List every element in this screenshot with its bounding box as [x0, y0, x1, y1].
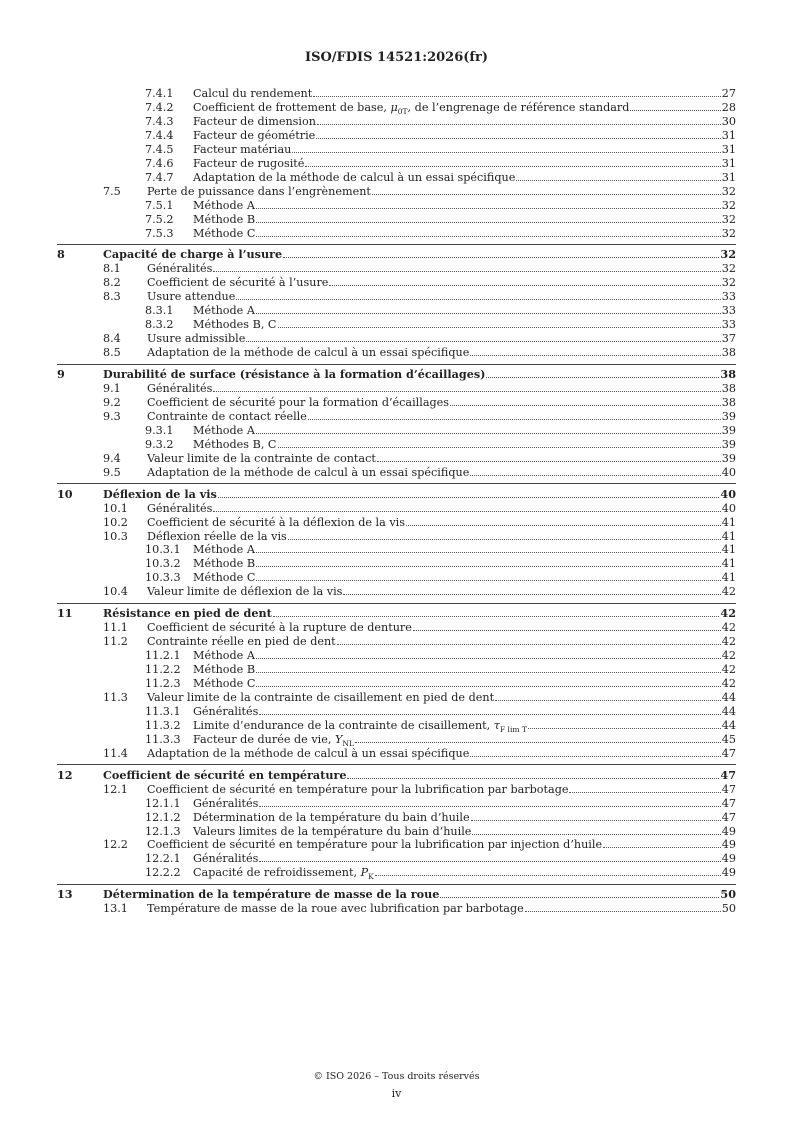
page-header: ISO/FDIS 14521:2026(fr)	[305, 50, 488, 65]
toc-entry-title: Coefficient de sécurité pour la formation d’écaillages	[147, 395, 450, 409]
toc-entry-page: 49	[721, 838, 736, 852]
toc-entry-page: 47	[721, 796, 736, 810]
toc-entry-number: 7.5	[103, 184, 121, 198]
toc-entry[interactable]	[0, 649, 793, 662]
toc-entry-number: 9.3.2	[145, 437, 174, 451]
toc-entry-page: 47	[720, 767, 736, 782]
dot-leader	[516, 180, 720, 181]
toc-entry[interactable]	[0, 747, 793, 760]
dot-leader	[256, 552, 721, 553]
toc-entry-number: 10	[57, 486, 73, 501]
toc-entry-page: 30	[721, 114, 736, 128]
dot-leader	[486, 377, 719, 378]
toc-entry-number: 12.2	[103, 838, 128, 852]
dot-leader	[256, 236, 720, 237]
toc-entry-title: Adaptation de la méthode de calcul à un essai spécifique	[147, 746, 470, 760]
toc-entry-title: Méthode A	[193, 543, 255, 557]
toc-entry-page: 45	[721, 732, 736, 746]
dot-leader	[347, 778, 719, 779]
toc-entry-page: 42	[721, 649, 736, 663]
dot-leader	[525, 911, 721, 912]
dot-leader	[569, 792, 720, 793]
toc-entry-title: Méthode A	[193, 304, 255, 318]
toc-entry-number: 10.4	[103, 585, 128, 599]
dot-leader	[213, 391, 720, 392]
toc-entry-page: 44	[721, 690, 736, 704]
toc-entry[interactable]	[0, 276, 793, 289]
toc-entry-page: 49	[721, 866, 736, 880]
toc-entry-number: 11.2.3	[145, 677, 181, 690]
toc-entry-page: 38	[721, 346, 736, 360]
toc-entry[interactable]	[0, 783, 793, 796]
toc-entry[interactable]	[0, 424, 793, 437]
toc-entry-page: 42	[721, 621, 736, 635]
toc-entry-number: 12.2.1	[145, 852, 181, 866]
toc-entry-number: 8	[57, 247, 65, 262]
toc-entry-title: Généralités	[193, 704, 259, 718]
toc-entry-page: 49	[721, 824, 736, 838]
toc-entry-page: 38	[720, 367, 736, 382]
toc-entry-page: 47	[721, 782, 736, 796]
toc-entry-number: 13.1	[103, 902, 128, 916]
toc-entry-number: 8.3.2	[145, 318, 174, 332]
toc-entry[interactable]	[0, 516, 793, 529]
toc-entry-number: 11.2.2	[145, 663, 181, 677]
toc-entry-title: Durabilité de surface (résistance à la formation d’écaillages)	[103, 367, 486, 382]
toc-entry-number: 7.4.6	[145, 156, 174, 170]
toc-entry-title: Déflexion de la vis	[103, 486, 217, 501]
toc-entry[interactable]	[0, 571, 793, 584]
dot-leader	[256, 222, 721, 223]
dot-leader	[278, 447, 721, 448]
toc-entry[interactable]	[0, 213, 793, 226]
toc-entry[interactable]	[0, 227, 793, 240]
toc-entry-title: Température de masse de la roue avec lubrification par barbotage	[147, 902, 524, 916]
toc-entry[interactable]	[0, 797, 793, 810]
dot-leader	[273, 616, 720, 617]
toc-entry-number: 10.2	[103, 515, 128, 529]
toc-entry-page: 33	[721, 290, 736, 304]
toc-entry-page: 31	[721, 170, 736, 184]
toc-entry-page: 32	[721, 198, 736, 212]
dot-leader	[246, 341, 720, 342]
toc-entry-title: Méthode C	[193, 677, 256, 690]
toc-entry-number: 11.3.3	[145, 732, 181, 746]
dot-leader	[413, 630, 721, 631]
toc-entry-title: Capacité de refroidissement, $P_K$	[193, 866, 374, 882]
dot-leader	[355, 742, 721, 743]
toc-entry-number: 8.1	[103, 262, 121, 276]
toc-entry-page: 44	[721, 704, 736, 718]
toc-entry[interactable]	[0, 396, 793, 409]
toc-entry-title: Méthode C	[193, 571, 256, 585]
toc-entry-page: 41	[721, 571, 736, 585]
toc-entry-title: Contrainte réelle en pied de dent	[147, 635, 336, 649]
toc-entry-title: Adaptation de la méthode de calcul à un essai spécifique	[147, 346, 470, 360]
footer-copyright: © ISO 2026 – Tous droits réservés	[313, 1071, 480, 1082]
toc-entry-title: Généralités	[193, 796, 259, 810]
toc-entry-title: Coefficient de sécurité en température pour la lubrification par barbotage	[147, 782, 569, 796]
toc-entry-page: 40	[721, 501, 736, 515]
toc-entry-title: Facteur de rugosité	[193, 156, 305, 170]
toc-entry-number: 8.2	[103, 276, 121, 290]
chapter-separator	[57, 483, 736, 484]
dot-leader	[440, 897, 719, 898]
toc-entry[interactable]	[0, 705, 793, 718]
toc-entry[interactable]	[0, 438, 793, 451]
toc-entry[interactable]	[0, 635, 793, 648]
toc-entry-number: 9.3	[103, 409, 121, 423]
toc-entry-title: Perte de puissance dans l’engrènement	[147, 184, 371, 198]
toc-entry-title: Coefficient de sécurité à l’usure	[147, 276, 329, 290]
toc-entry-title: Résistance en pied de dent	[103, 606, 272, 621]
toc-entry-number: 9	[57, 367, 65, 382]
toc-entry[interactable]	[0, 732, 793, 749]
toc-entry-title: Méthode B	[193, 663, 256, 677]
toc-entry-page: 28	[721, 100, 736, 114]
dot-leader	[372, 194, 721, 195]
toc-entry-title: Facteur de géométrie	[193, 128, 316, 142]
toc-entry-number: 7.4.7	[145, 170, 174, 184]
toc-entry-title: Usure attendue	[147, 290, 236, 304]
dot-leader	[603, 847, 721, 848]
chapter-separator	[57, 603, 736, 604]
toc-entry-page: 38	[721, 395, 736, 409]
dot-leader	[278, 327, 721, 328]
toc-entry[interactable]	[0, 185, 793, 198]
toc-chapter-entry[interactable]	[0, 368, 793, 381]
toc-chapter-entry[interactable]	[0, 607, 793, 620]
toc-entry[interactable]	[0, 530, 793, 543]
toc-entry[interactable]	[0, 543, 793, 556]
toc-entry[interactable]	[0, 557, 793, 570]
dot-leader	[213, 271, 720, 272]
toc-entry-number: 10.1	[103, 501, 128, 515]
toc-entry-page: 31	[721, 142, 736, 156]
toc-entry-number: 7.4.3	[145, 114, 174, 128]
toc-entry-page: 32	[720, 247, 736, 262]
toc-entry-title: Détermination de la température du bain d’huile	[193, 810, 470, 824]
dot-leader	[470, 355, 720, 356]
toc-entry-number: 10.3.3	[145, 571, 181, 585]
toc-entry-title: Méthode A	[193, 423, 255, 437]
toc-entry-page: 32	[721, 212, 736, 226]
toc-entry-title: Méthode B	[193, 557, 256, 571]
toc-entry-number: 9.5	[103, 465, 121, 479]
dot-leader	[308, 419, 721, 420]
toc-entry-number: 10.3	[103, 529, 128, 543]
toc-entry[interactable]	[0, 290, 793, 303]
dot-leader	[259, 861, 720, 862]
toc-entry[interactable]	[0, 410, 793, 423]
dot-leader	[292, 152, 720, 153]
dot-leader	[256, 672, 721, 673]
toc-entry[interactable]	[0, 262, 793, 275]
toc-entry[interactable]	[0, 825, 793, 838]
toc-entry-title: Généralités	[147, 262, 213, 276]
toc-entry[interactable]	[0, 318, 793, 331]
toc-entry-number: 7.4.4	[145, 128, 174, 142]
toc-entry-page: 32	[721, 276, 736, 290]
toc-entry-title: Coefficient de frottement de base, $\mu_{0T}$, de l’engrenage de référence standard	[193, 100, 630, 117]
toc-entry-number: 7.4.1	[145, 87, 174, 100]
toc-entry-page: 39	[721, 409, 736, 423]
toc-entry[interactable]	[0, 502, 793, 515]
toc-entry-title: Facteur de durée de vie, $Y_{NL}$	[193, 732, 354, 749]
dot-leader	[528, 728, 721, 729]
toc-entry-number: 12	[57, 767, 73, 782]
toc-entry[interactable]	[0, 466, 793, 479]
toc-entry-page: 42	[721, 585, 736, 599]
toc-entry-number: 11.3.2	[145, 718, 181, 732]
toc-entry-title: Généralités	[147, 501, 213, 515]
toc-entry-page: 42	[721, 677, 736, 690]
toc-entry-title: Coefficient de sécurité à la déflexion de la vis	[147, 515, 405, 529]
toc-entry-page: 42	[720, 606, 736, 621]
toc-entry[interactable]	[0, 171, 793, 184]
toc-entry-title: Facteur matériau	[193, 142, 292, 156]
toc-entry-title: Adaptation de la méthode de calcul à un essai spécifique	[193, 170, 516, 184]
toc-entry-page: 39	[721, 423, 736, 437]
dot-leader	[256, 658, 721, 659]
dot-leader	[630, 110, 720, 111]
dot-leader	[343, 594, 720, 595]
toc-entry-number: 10.3.1	[145, 543, 181, 557]
toc-entry-page: 47	[721, 746, 736, 760]
dot-leader	[313, 96, 721, 97]
toc-entry-title: Méthode C	[193, 226, 256, 240]
dot-leader	[288, 539, 721, 540]
toc-chapter-entry[interactable]	[0, 769, 793, 782]
toc-entry-page: 31	[721, 128, 736, 142]
toc-entry-number: 7.5.1	[145, 198, 174, 212]
chapter-separator	[57, 244, 736, 245]
toc-entry[interactable]	[0, 87, 793, 100]
dot-leader	[305, 166, 720, 167]
toc-entry[interactable]	[0, 811, 793, 824]
dot-leader	[256, 566, 721, 567]
dot-leader	[259, 806, 720, 807]
toc-entry-page: 41	[721, 543, 736, 557]
dot-leader	[316, 138, 720, 139]
dot-leader	[471, 820, 721, 821]
toc-entry[interactable]	[0, 332, 793, 345]
dot-leader	[470, 475, 720, 476]
toc-entry-page: 31	[721, 156, 736, 170]
toc-entry[interactable]	[0, 452, 793, 465]
toc-entry[interactable]	[0, 691, 793, 704]
footer-page-number: iv	[391, 1087, 402, 1100]
toc-entry-page: 41	[721, 557, 736, 571]
toc-entry-title: Détermination de la température de masse de la roue	[103, 887, 440, 902]
toc-entry-number: 8.5	[103, 346, 121, 360]
dot-leader	[218, 497, 720, 498]
toc-entry-number: 11.3.1	[145, 704, 181, 718]
toc-entry-page: 39	[721, 437, 736, 451]
toc-entry-title: Valeur limite de la contrainte de contact	[147, 451, 376, 465]
toc-entry-number: 10.3.2	[145, 557, 181, 571]
dot-leader	[472, 834, 720, 835]
toc-entry-number: 9.1	[103, 382, 121, 395]
dot-leader	[375, 875, 721, 876]
toc-entry[interactable]	[0, 129, 793, 142]
toc-entry-number: 7.5.2	[145, 212, 174, 226]
toc-entry-title: Coefficient de sécurité en température	[103, 767, 347, 782]
toc-entry[interactable]	[0, 157, 793, 170]
dot-leader	[283, 257, 719, 258]
toc-entry-number: 9.2	[103, 395, 121, 409]
dot-leader	[256, 580, 720, 581]
dot-leader	[495, 700, 721, 701]
toc-entry-page: 50	[720, 887, 736, 902]
toc-entry-page: 32	[721, 226, 736, 240]
toc-entry-page: 32	[721, 262, 736, 276]
toc-entry-page: 27	[721, 87, 736, 100]
dot-leader	[470, 756, 720, 757]
toc-entry-number: 7.4.5	[145, 142, 174, 156]
toc-entry[interactable]	[0, 143, 793, 156]
dot-leader	[256, 433, 721, 434]
toc-chapter-entry[interactable]	[0, 248, 793, 261]
dot-leader	[337, 644, 721, 645]
toc-entry-number: 8.4	[103, 332, 121, 346]
toc-entry[interactable]	[0, 677, 793, 690]
dot-leader	[256, 313, 721, 314]
toc-entry-title: Valeur limite de la contrainte de cisaillement en pied de dent	[147, 690, 495, 704]
dot-leader	[329, 285, 720, 286]
toc-entry-number: 9.4	[103, 451, 121, 465]
dot-leader	[256, 686, 720, 687]
toc-entry-number: 9.3.1	[145, 423, 174, 437]
toc-entry[interactable]	[0, 663, 793, 676]
toc-entry-page: 37	[721, 332, 736, 346]
toc-entry-page: 33	[721, 304, 736, 318]
toc-entry-title: Limite d’endurance de la contrainte de cisaillement, $\tau_{F lim T}$	[193, 718, 527, 735]
chapter-separator	[57, 764, 736, 765]
toc-entry[interactable]	[0, 382, 793, 395]
toc-entry-number: 11.2	[103, 635, 128, 649]
chapter-separator	[57, 884, 736, 885]
toc-chapter-entry[interactable]	[0, 888, 793, 901]
dot-leader	[256, 208, 721, 209]
toc-entry-number: 13	[57, 887, 73, 902]
toc-entry-number: 12.1.2	[145, 810, 181, 824]
dot-leader	[406, 525, 721, 526]
toc-entry-number: 11.3	[103, 690, 128, 704]
toc-entry[interactable]	[0, 304, 793, 317]
dot-leader	[450, 405, 721, 406]
toc-entry-title: Méthodes B, C	[193, 318, 277, 332]
toc-entry-page: 40	[721, 465, 736, 479]
toc-entry-number: 12.1	[103, 782, 128, 796]
dot-leader	[317, 124, 721, 125]
toc-entry-title: Généralités	[193, 852, 259, 866]
toc-entry-title: Coefficient de sécurité à la rupture de denture	[147, 621, 412, 635]
toc-entry-page: 42	[721, 635, 736, 649]
toc-chapter-entry[interactable]	[0, 488, 793, 501]
toc-entry-title: Capacité de charge à l’usure	[103, 247, 283, 262]
toc-entry-number: 11.4	[103, 746, 128, 760]
toc-entry-title: Généralités	[147, 382, 213, 395]
toc-entry-number: 8.3	[103, 290, 121, 304]
toc-entry-page: 42	[721, 663, 736, 677]
toc-entry-page: 39	[721, 451, 736, 465]
toc-entry[interactable]	[0, 585, 793, 598]
dot-leader	[259, 714, 720, 715]
toc-entry[interactable]	[0, 115, 793, 128]
toc-entry-title: Valeur limite de déflexion de la vis	[147, 585, 343, 599]
toc-entry-number: 12.2.2	[145, 866, 181, 880]
toc-entry-number: 12.1.1	[145, 796, 181, 810]
toc-entry-page: 41	[721, 515, 736, 529]
dot-leader	[377, 461, 721, 462]
dot-leader	[213, 511, 720, 512]
toc-entry-title: Valeurs limites de la température du bain d’huile	[193, 824, 472, 838]
toc-entry-page: 50	[721, 902, 736, 916]
toc-entry-page: 44	[721, 718, 736, 732]
chapter-separator	[57, 364, 736, 365]
toc-entry-page: 40	[720, 486, 736, 501]
toc-entry-number: 8.3.1	[145, 304, 174, 318]
toc-entry-number: 11.2.1	[145, 649, 181, 663]
toc-entry[interactable]	[0, 718, 793, 735]
toc-entry-number: 11	[57, 606, 73, 621]
toc-entry-title: Facteur de dimension	[193, 114, 316, 128]
toc-entry-title: Usure admissible	[147, 332, 246, 346]
toc-entry[interactable]	[0, 621, 793, 634]
toc-entry-title: Contrainte de contact réelle	[147, 409, 307, 423]
toc-entry-page: 32	[721, 184, 736, 198]
toc-entry-title: Méthodes B, C	[193, 437, 277, 451]
toc-entry-title: Calcul du rendement	[193, 87, 313, 100]
toc-entry-page: 47	[721, 810, 736, 824]
toc-entry-number: 7.4.2	[145, 100, 174, 114]
toc-entry-page: 41	[721, 529, 736, 543]
toc-entry[interactable]	[0, 838, 793, 851]
toc-entry-title: Méthode B	[193, 212, 256, 226]
toc-entry-page: 33	[721, 318, 736, 332]
toc-entry[interactable]	[0, 902, 793, 915]
toc-entry[interactable]	[0, 866, 793, 882]
toc-entry-title: Méthode A	[193, 649, 255, 663]
toc-entry-title: Adaptation de la méthode de calcul à un essai spécifique	[147, 465, 470, 479]
toc-entry-number: 11.1	[103, 621, 128, 635]
toc-entry[interactable]	[0, 346, 793, 359]
toc-entry-page: 38	[721, 382, 736, 395]
toc-entry-title: Méthode A	[193, 198, 255, 212]
toc-entry-number: 7.5.3	[145, 226, 174, 240]
toc-entry[interactable]	[0, 100, 793, 117]
toc-entry-title: Coefficient de sécurité en température pour la lubrification par injection d’huile	[147, 838, 603, 852]
toc-entry-page: 49	[721, 852, 736, 866]
toc-entry-number: 12.1.3	[145, 824, 181, 838]
toc-entry[interactable]	[0, 852, 793, 865]
dot-leader	[236, 299, 720, 300]
toc-entry-title: Déflexion réelle de la vis	[147, 529, 287, 543]
toc-entry[interactable]	[0, 199, 793, 212]
